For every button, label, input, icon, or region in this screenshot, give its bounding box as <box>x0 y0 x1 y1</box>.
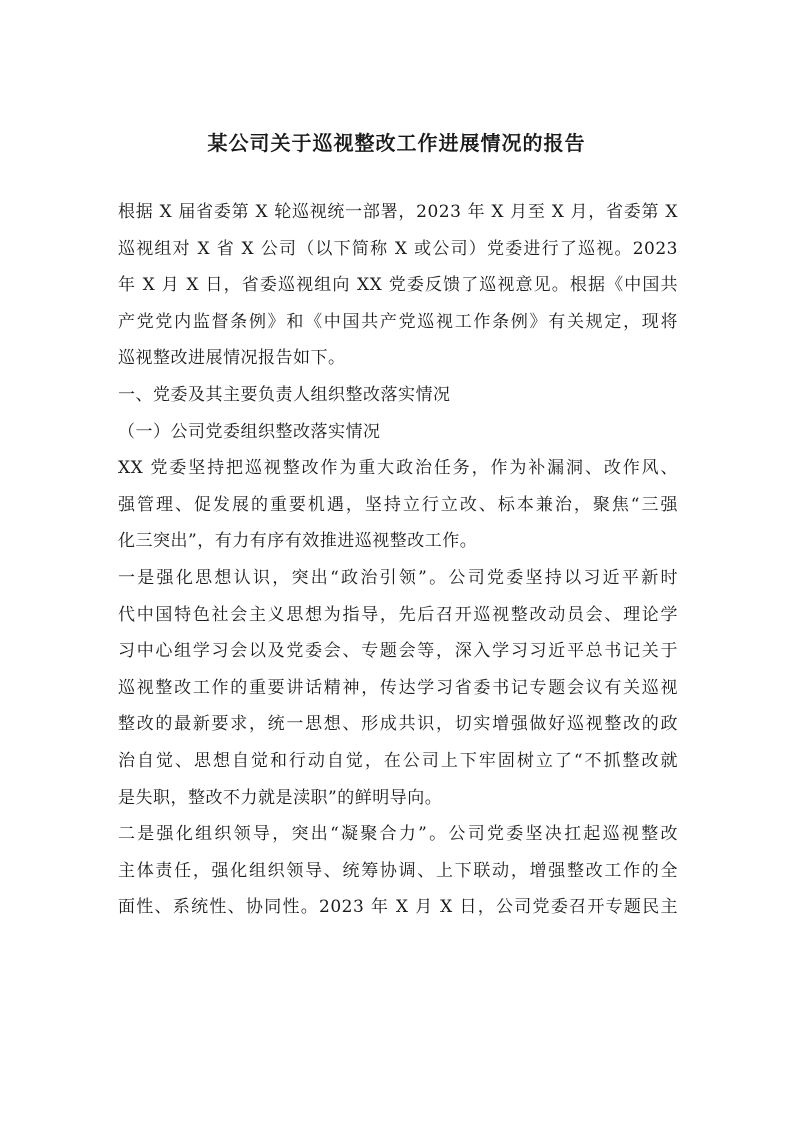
text-line: 年 X 月 X 日，省委巡视组向 XX 党委反馈了巡视意见。根据《中国共 <box>118 275 678 296</box>
text-line: 主体责任，强化组织领导、统筹协调、上下联动，增强整改工作的全 <box>118 860 678 881</box>
text-line: 面性、系统性、协同性。2023 年 X 月 X 日，公司党委召开专题民主 <box>118 897 678 918</box>
text-line: 一是强化思想认识，突出“政治引领”。公司党委坚持以习近平新时 <box>118 567 678 588</box>
text-line: XX 党委坚持把巡视整改作为重大政治任务，作为补漏洞、改作风、 <box>118 458 678 479</box>
paragraph-overview <box>118 450 678 560</box>
text-line: （一）公司党委组织整改落实情况 <box>118 421 381 442</box>
text-line: 强管理、促发展的重要机遇，坚持立行立改、标本兼治，聚焦“三强 <box>118 494 678 515</box>
text-line: 二是强化组织领导，突出“凝聚合力”。公司党委坚决扛起巡视整改 <box>118 824 678 845</box>
text-line: 巡视整改工作的重要讲话精神，传达学习省委书记专题会议有关巡视 <box>118 677 678 698</box>
text-line: 习中心组学习会以及党委会、专题会等，深入学习习近平总书记关于 <box>118 641 678 662</box>
text-line: 是失职，整改不力就是渎职”的鲜明导向。 <box>118 787 443 808</box>
text-line: 一、党委及其主要负责人组织整改落实情况 <box>118 384 451 405</box>
document-title: 某公司关于巡视整改工作进展情况的报告 <box>207 131 586 155</box>
text-line: 治自觉、思想自觉和行动自觉，在公司上下牢固树立了“不抓整改就 <box>118 750 678 771</box>
text-line: 化三突出”，有力有序有效推进巡视整改工作。 <box>118 531 478 552</box>
paragraph-point-two <box>118 816 678 926</box>
paragraph-intro <box>118 194 678 377</box>
text-line: 根据 X 届省委第 X 轮巡视统一部署，2023 年 X 月至 X 月，省委第 X <box>118 202 678 222</box>
document-body <box>118 194 678 926</box>
text-line: 整改的最新要求，统一思想、形成共识，切实增强做好巡视整改的政 <box>118 714 678 735</box>
text-line: 产党党内监督条例》和《中国共产党巡视工作条例》有关规定，现将 <box>118 311 678 332</box>
text-line: 巡视整改进展情况报告如下。 <box>118 348 346 369</box>
text-line: 代中国特色社会主义思想为指导，先后召开巡视整改动员会、理论学 <box>118 604 678 625</box>
subsection-heading <box>118 414 678 451</box>
section-heading <box>118 377 678 414</box>
text-line: 巡视组对 X 省 X 公司（以下简称 X 或公司）党委进行了巡视。2023 <box>118 238 678 259</box>
paragraph-point-one <box>118 560 678 816</box>
